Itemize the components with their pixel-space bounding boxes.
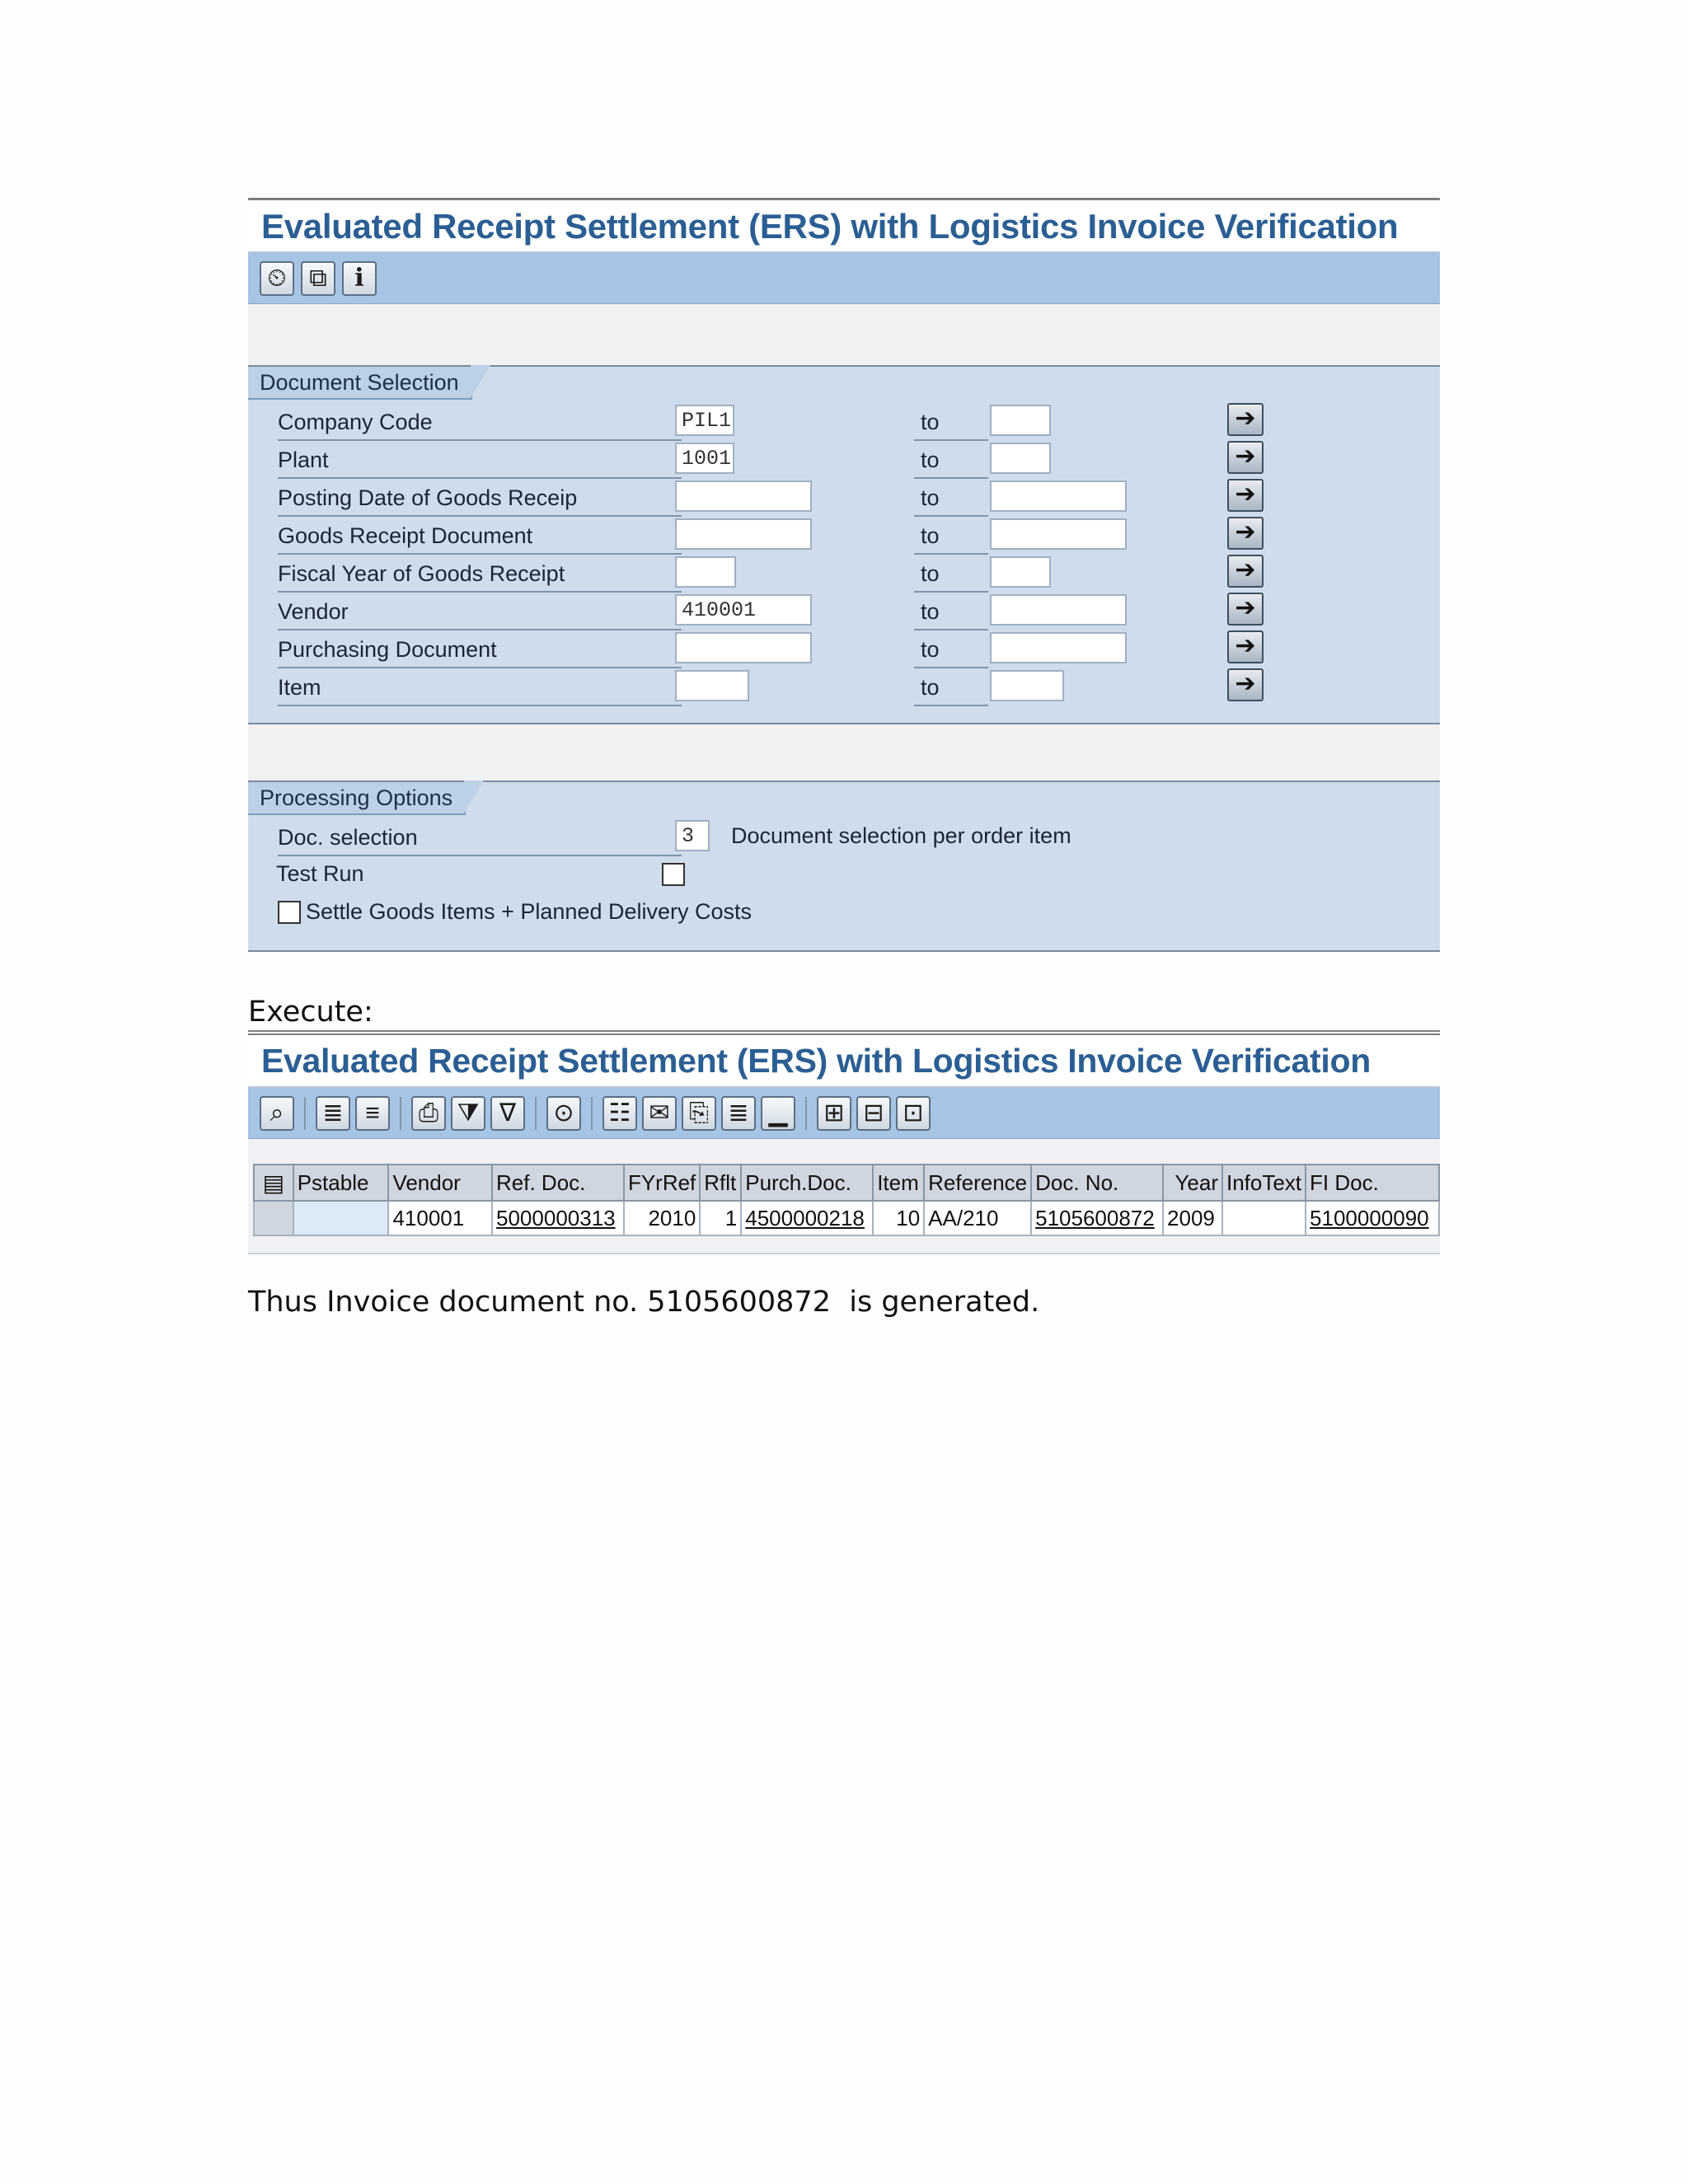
cell-year: 2009 [1163, 1201, 1222, 1235]
field-label: Goods Receipt Document [278, 522, 682, 555]
title-bar [248, 1030, 1440, 1088]
selection-row-posting-date [248, 479, 1440, 517]
application-toolbar [248, 253, 1440, 304]
field-label: Posting Date of Goods Receip [278, 484, 682, 517]
display-document-icon[interactable]: ⊙ [546, 1096, 581, 1131]
field-label: Company Code [278, 408, 682, 441]
cell-ref-doc-link[interactable]: 5000000313 [492, 1201, 624, 1235]
cell-fi-doc-link[interactable]: 5100000090 [1306, 1201, 1439, 1235]
field-label: Vendor [278, 598, 682, 630]
fiscal-year-to-input[interactable] [990, 556, 1051, 588]
multiple-selection-arrow-icon[interactable]: ➔ [1227, 630, 1264, 663]
document-selection-title: Document Selection [248, 367, 472, 400]
copy-variant-icon[interactable]: ⧉ [301, 261, 335, 296]
field-label: Item [278, 673, 682, 706]
selection-row-fiscal-year [248, 555, 1440, 593]
company-code-to-input[interactable] [990, 405, 1051, 436]
column-header-infotext[interactable]: InfoText [1222, 1165, 1306, 1201]
company-code-from-input[interactable]: PIL1 [675, 405, 734, 436]
toolbar-separator [304, 1097, 306, 1130]
conclusion-text: Thus Invoice document no. 5105600872 is generated. [248, 1286, 1040, 1319]
cell-reference: AA/210 [924, 1201, 1031, 1235]
plant-from-input[interactable]: 1001 [675, 443, 734, 474]
selection-row-plant [248, 441, 1440, 479]
selection-row-company-code [248, 403, 1440, 441]
table-header-row [254, 1165, 1439, 1201]
column-header-item[interactable]: Item [873, 1165, 924, 1201]
screen-title: Evaluated Receipt Settlement (ERS) with Logistics Invoice Verification [248, 1035, 1440, 1088]
column-header-fyrref[interactable]: FYrRef [624, 1165, 700, 1201]
field-label: Purchasing Document [278, 635, 682, 668]
column-header-rflt[interactable]: Rflt [700, 1165, 741, 1201]
purchasing-document-to-input[interactable] [990, 632, 1127, 663]
item-to-input[interactable] [990, 670, 1064, 701]
field-label: Fiscal Year of Goods Receipt [278, 560, 682, 593]
selection-row-vendor [248, 593, 1440, 630]
posting-date-from-input[interactable] [675, 480, 812, 512]
plant-to-input[interactable] [990, 443, 1051, 474]
alv-grid-area [248, 1139, 1440, 1254]
doc-selection-description: Document selection per order item [731, 823, 1071, 848]
to-label: to [914, 484, 988, 517]
fiscal-year-from-input[interactable] [675, 556, 736, 588]
cell-pstable [293, 1201, 389, 1235]
cell-vendor: 410001 [388, 1201, 492, 1235]
to-label: to [914, 522, 988, 555]
to-label: to [914, 408, 988, 441]
filter-set-icon[interactable]: ⧩ [451, 1096, 485, 1131]
column-header-purch-doc[interactable]: Purch.Doc. [741, 1165, 873, 1201]
to-label: to [914, 598, 988, 630]
gr-document-to-input[interactable] [990, 518, 1127, 550]
field-label: Plant [278, 446, 682, 479]
cell-purch-doc-link[interactable]: 4500000218 [741, 1201, 873, 1235]
item-from-input[interactable] [675, 670, 749, 701]
multiple-selection-arrow-icon[interactable]: ➔ [1227, 555, 1264, 588]
cell-doc-no-link[interactable]: 5105600872 [1031, 1201, 1163, 1235]
settle-planned-delivery-costs-label: Settle Goods Items + Planned Delivery Costs [306, 899, 753, 924]
cell-item: 10 [873, 1201, 924, 1235]
sort-ascending-icon[interactable]: ≣ [316, 1096, 350, 1131]
column-header-ref-doc[interactable]: Ref. Doc. [492, 1165, 624, 1201]
column-header-doc-no[interactable]: Doc. No. [1031, 1165, 1163, 1201]
ers-selection-screen [248, 198, 1440, 952]
vendor-from-input[interactable]: 410001 [675, 594, 812, 626]
column-header-year[interactable]: Year [1163, 1165, 1222, 1201]
multiple-selection-arrow-icon[interactable]: ➔ [1227, 479, 1264, 512]
print-preview-icon[interactable]: ⎘ [682, 1096, 716, 1131]
print-icon[interactable]: ⎙ [411, 1096, 446, 1131]
ers-result-screen [248, 1030, 1440, 1254]
save-layout-icon[interactable]: ⊡ [896, 1096, 931, 1131]
column-header-pstable[interactable]: Pstable [293, 1165, 389, 1201]
toolbar-separator [805, 1097, 807, 1130]
processing-options-group [248, 782, 1440, 952]
settle-row [248, 894, 1440, 932]
spacer [248, 724, 1440, 782]
filter-icon[interactable]: ∇ [490, 1096, 525, 1131]
cell-infotext [1222, 1201, 1306, 1235]
graphic-icon[interactable]: ▁ [761, 1096, 795, 1131]
result-table [253, 1164, 1440, 1236]
doc-selection-label: Doc. selection [278, 823, 682, 856]
column-header-fi-doc[interactable]: FI Doc. [1306, 1165, 1439, 1201]
screen-title: Evaluated Receipt Settlement (ERS) with Logistics Invoice Verification [248, 200, 1440, 253]
toolbar-separator [535, 1097, 537, 1130]
document-selection-group [248, 367, 1440, 724]
send-mail-icon[interactable]: ✉ [642, 1096, 677, 1131]
selection-row-purchasing-document [248, 630, 1440, 668]
test-run-label: Test Run [276, 861, 364, 886]
doc-selection-input[interactable]: 3 [675, 820, 710, 851]
vendor-to-input[interactable] [990, 594, 1127, 626]
multiple-selection-arrow-icon[interactable]: ➔ [1227, 517, 1264, 550]
multiple-selection-arrow-icon[interactable]: ➔ [1227, 593, 1264, 626]
details-magnifier-icon[interactable]: ⌕ [260, 1096, 294, 1131]
sort-descending-icon[interactable]: ≡ [355, 1096, 390, 1131]
to-label: to [914, 446, 988, 479]
doc-selection-row [248, 818, 1440, 856]
settle-planned-delivery-costs-checkbox[interactable] [278, 901, 301, 924]
test-run-checkbox[interactable] [662, 863, 685, 886]
table-row[interactable] [254, 1201, 1439, 1235]
export-spreadsheet-icon[interactable]: ☷ [603, 1096, 637, 1131]
execute-clock-icon[interactable]: ⏲ [260, 261, 294, 296]
posting-date-to-input[interactable] [990, 480, 1127, 512]
choose-layout-icon[interactable]: ⊟ [856, 1096, 891, 1131]
test-run-row [248, 856, 1440, 894]
to-label: to [914, 635, 988, 668]
row-selector[interactable] [254, 1201, 293, 1235]
spacer [248, 304, 1440, 367]
to-label: to [914, 560, 988, 593]
multiple-selection-arrow-icon[interactable]: ➔ [1227, 441, 1264, 474]
title-bar [248, 198, 1440, 253]
alv-toolbar [248, 1088, 1440, 1139]
gr-document-from-input[interactable] [675, 518, 812, 550]
cell-rflt: 1 [700, 1201, 741, 1235]
multiple-selection-arrow-icon[interactable]: ➔ [1227, 403, 1264, 436]
info-icon[interactable]: i [342, 261, 377, 296]
word-processing-icon[interactable]: ≣ [721, 1096, 756, 1131]
toolbar-separator [400, 1097, 401, 1130]
column-header-reference[interactable]: Reference [924, 1165, 1031, 1201]
selection-row-gr-document [248, 517, 1440, 555]
execute-label: Execute: [248, 996, 373, 1029]
cell-fyrref: 2010 [624, 1201, 700, 1235]
toolbar-separator [591, 1097, 593, 1130]
selection-row-item [248, 668, 1440, 706]
change-layout-icon[interactable]: ⊞ [817, 1096, 851, 1131]
to-label: to [914, 673, 988, 706]
purchasing-document-from-input[interactable] [675, 632, 812, 663]
column-header-vendor[interactable]: Vendor [388, 1165, 492, 1201]
processing-options-title: Processing Options [248, 782, 466, 815]
multiple-selection-arrow-icon[interactable]: ➔ [1227, 668, 1264, 701]
select-all-icon[interactable]: ▤ [254, 1165, 293, 1201]
